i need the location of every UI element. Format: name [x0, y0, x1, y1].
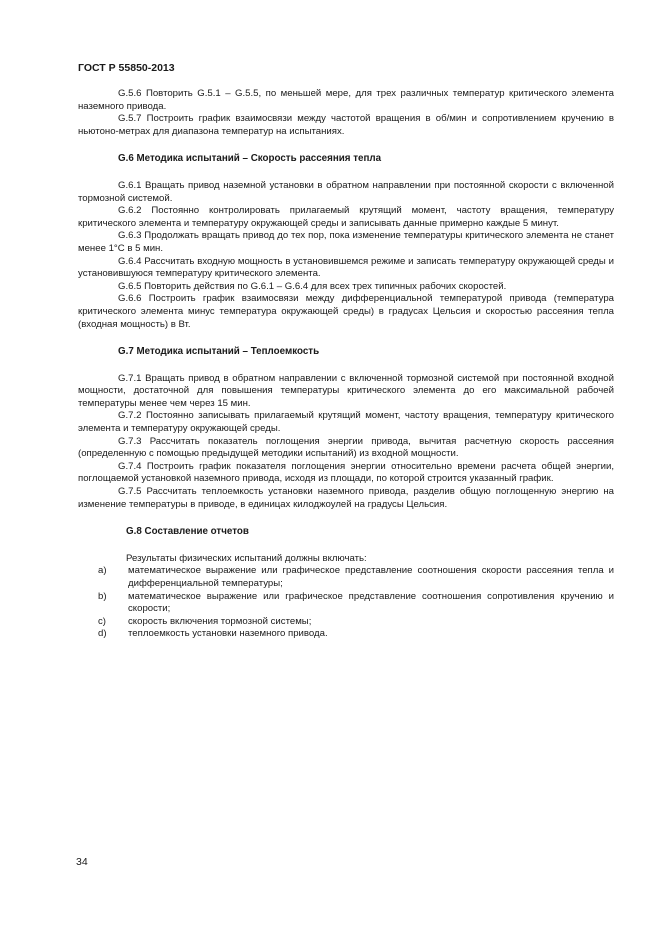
paragraph-g-7-1: G.7.1 Вращать привод в обратном направлении с включенной тормозной системой при постоянной входной мощности, достаточной для повышения температуры критического элемента до его максимальной рабочей температуры менее чем через 15 мин.: [78, 372, 614, 409]
section-heading-g7: G.7 Методика испытаний – Теплоемкость: [118, 346, 320, 358]
results-list: [78, 565, 614, 641]
list-item-label: d): [98, 628, 107, 640]
list-item: [78, 616, 614, 629]
paragraph-g-6-2: G.6.2 Постоянно контролировать прилагаемый крутящий момент, частоту вращения, температуру критического элемента и температуру окружающей среды и записывать данные примерно каждые 5 минут.: [78, 205, 614, 229]
list-item-text: теплоемкость установки наземного привода.: [128, 628, 328, 640]
paragraph-g-5-7: G.5.7 Построить график взаимосвязи между частотой вращения в об/мин и сопротивлением кручению в ньютоно-метрах для диапазона температур на испытаниях.: [78, 113, 614, 137]
paragraph-g-7-5: G.7.5 Рассчитать теплоемкость установки наземного привода, разделив общую поглощенную энергию на изменение температуры в приводе, в единицах килоджоулей на градусы Цельсия.: [78, 486, 614, 510]
paragraph-g-6-6: G.6.6 Построить график взаимосвязи между дифференциальной температурой привода (температура критического элемента минус температура окружающей среды) в градусах Цельсия и скоростью рассеяния тепла (входная мощность) в Вт.: [78, 293, 614, 330]
document-header: ГОСТ Р 55850-2013: [78, 62, 175, 74]
document-body: [78, 88, 614, 641]
paragraph-g-7-2: G.7.2 Постоянно записывать прилагаемый крутящий момент, частоту вращения, температуру критического элемента и температуру окружающей среды.: [78, 410, 614, 435]
list-item-text: математическое выражение или графическое представление соотношения скорости рассеяния тепла и дифференциальной температуры;: [128, 565, 614, 589]
paragraph-g-6-3: G.6.3 Продолжать вращать привод до тех пор, пока изменение температуры критического элемента не станет менее 1°С в 5 мин.: [78, 230, 614, 254]
paragraph-g-7-4: G.7.4 Построить график показателя поглощения энергии относительно времени расчета общей энергии, поглощаемой установкой наземного привода, исходя из площади, по которой строится указанный график.: [78, 460, 614, 485]
list-item-label: b): [98, 590, 107, 602]
paragraph-g-6-5: G.6.5 Повторить действия по G.6.1 – G.6.4 для всех трех типичных рабочих скоростей.: [118, 280, 507, 292]
list-item: [78, 565, 614, 590]
list-item: [78, 591, 614, 616]
list-item: [78, 628, 614, 641]
paragraph-g-6-4: G.6.4 Рассчитать входную мощность в установившемся режиме и записать температуру окружающей среды и установившуюся температуру критического элемента.: [78, 255, 614, 280]
paragraph-g-6-1: G.6.1 Вращать привод наземной установки в обратном направлении при постоянной скорости с включенной тормозной системой.: [78, 179, 614, 204]
section-heading-g6: G.6 Методика испытаний – Скорость рассеяния тепла: [118, 153, 382, 165]
paragraph-g-7-3: G.7.3 Рассчитать показатель поглощения энергии привода, вычитая расчетную скорость рассеяния (определенную с помощью предыдущей методики испытаний) из входной мощности.: [78, 435, 614, 460]
results-intro: Результаты физических испытаний должны включать:: [126, 552, 367, 564]
list-item-text: скорость включения тормозной системы;: [128, 615, 312, 627]
page-number: 34: [76, 856, 88, 868]
paragraph-g-5-6: G.5.6 Повторить G.5.1 – G.5.5, по меньшей мере, для трех различных температур критического элемента наземного привода.: [78, 88, 614, 112]
list-item-label: a): [98, 565, 107, 577]
section-heading-g8: G.8 Составление отчетов: [126, 526, 249, 538]
list-item-text: математическое выражение или графическое представление соотношения сопротивления кручению и скорости;: [128, 590, 614, 615]
list-item-label: c): [98, 615, 106, 627]
